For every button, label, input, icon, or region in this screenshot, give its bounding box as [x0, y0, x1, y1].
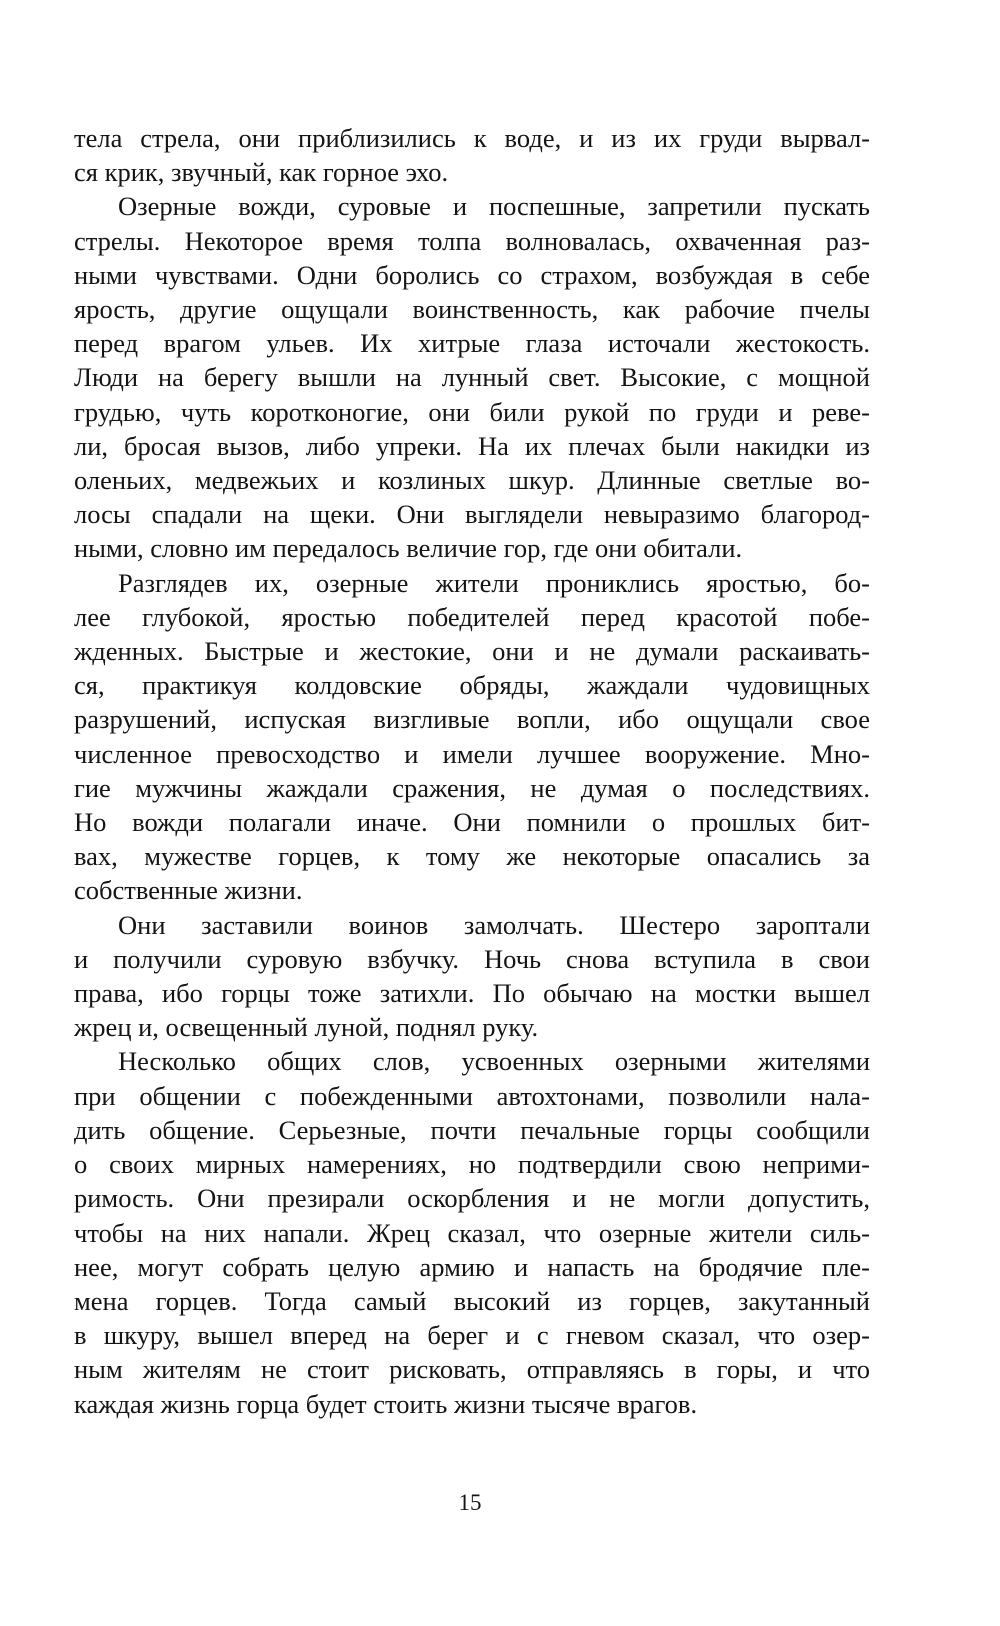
text-line: стрелы. Некоторое время толпа волновалась, охваченная раз- — [74, 225, 870, 256]
text-line: ярость, другие ощущали воинственность, как рабочие пчелы — [74, 294, 870, 325]
text-line: каждая жизнь горца будет стоить жизни тысяче врагов. — [74, 1388, 698, 1419]
text-line: ся, практикуя колдовские обряды, жаждали чудовищных — [74, 670, 870, 701]
paragraph — [74, 908, 870, 1045]
paragraph — [74, 1044, 870, 1420]
text-line: ным жителям не стоит рисковать, отправляясь в горы, и что — [74, 1354, 870, 1385]
text-line: дить общение. Серьезные, почти печальные горцы сообщили — [74, 1114, 870, 1145]
text-line: лосы спадали на щеки. Они выглядели невыразимо благород- — [74, 499, 870, 530]
text-line: разрушений, испуская визгливые вопли, ибо ощущали свое — [74, 704, 870, 735]
text-line: Но вожди полагали иначе. Они помнили о прошлых бит- — [74, 807, 870, 838]
paragraph — [74, 121, 870, 189]
text-line: и получили суровую взбучку. Ночь снова вступила в свои — [74, 943, 870, 974]
text-line: ся крик, звучный, как горное эхо. — [74, 157, 449, 188]
text-line: Разглядев их, озерные жители прониклись яростью, бо- — [118, 567, 870, 598]
paragraph — [74, 189, 870, 565]
text-line: лее глубокой, яростью победителей перед красотой побе- — [74, 601, 870, 632]
text-line: римость. Они презирали оскорбления и не могли допустить, — [74, 1183, 870, 1214]
text-line: вах, мужестве горцев, к тому же некоторые опасались за — [74, 841, 870, 872]
text-line: грудью, чуть коротконогие, они били рукой по груди и реве- — [74, 396, 870, 427]
page-body-text — [74, 121, 870, 1421]
text-line: численное превосходство и имели лучшее вооружение. Мно- — [74, 738, 870, 769]
text-line: Они заставили воинов замолчать. Шестеро зароптали — [118, 909, 870, 940]
text-line: жрец и, освещенный луной, поднял руку. — [74, 1012, 539, 1043]
text-line: гие мужчины жаждали сражения, не думая о последствиях. — [74, 772, 870, 803]
text-line: оленьих, медвежьих и козлиных шкур. Длинные светлые во- — [74, 465, 870, 496]
page-number: 15 — [458, 1490, 482, 1515]
text-line: собственные жизни. — [74, 875, 303, 906]
text-line: ли, бросая вызов, либо упреки. На их плечах были накидки из — [74, 430, 870, 461]
text-line: перед врагом ульев. Их хитрые глаза источали жестокость. — [74, 328, 870, 359]
text-line: тела стрела, они приблизились к воде, и из их груди вырвал- — [74, 123, 870, 153]
text-line: ными, словно им передалось величие гор, где они обитали. — [74, 533, 743, 564]
text-line: чтобы на них напали. Жрец сказал, что озерные жители силь- — [74, 1217, 870, 1248]
text-line: нее, могут собрать целую армию и напасть на бродячие пле- — [74, 1251, 870, 1282]
text-line: Несколько общих слов, усвоенных озерными жителями — [118, 1046, 870, 1077]
text-line: ными чувствами. Одни боролись со страхом, возбуждая в себе — [74, 259, 870, 290]
text-line: Люди на берегу вышли на лунный свет. Высокие, с мощной — [74, 362, 870, 393]
text-line: жденных. Быстрые и жестокие, они и не думали раскаивать- — [74, 636, 870, 667]
text-line: права, ибо горцы тоже затихли. По обычаю на мостки вышел — [74, 978, 870, 1009]
text-line: в шкуру, вышел вперед на берег и с гневом сказал, что озер- — [74, 1320, 870, 1351]
text-line: о своих мирных намерениях, но подтвердили свою неприми- — [74, 1149, 870, 1180]
text-line: при общении с побежденными автохтонами, позволили нала- — [74, 1080, 870, 1111]
paragraph — [74, 566, 870, 908]
text-line: мена горцев. Тогда самый высокий из горцев, закутанный — [74, 1285, 870, 1316]
text-line: Озерные вожди, суровые и поспешные, запретили пускать — [118, 191, 870, 222]
